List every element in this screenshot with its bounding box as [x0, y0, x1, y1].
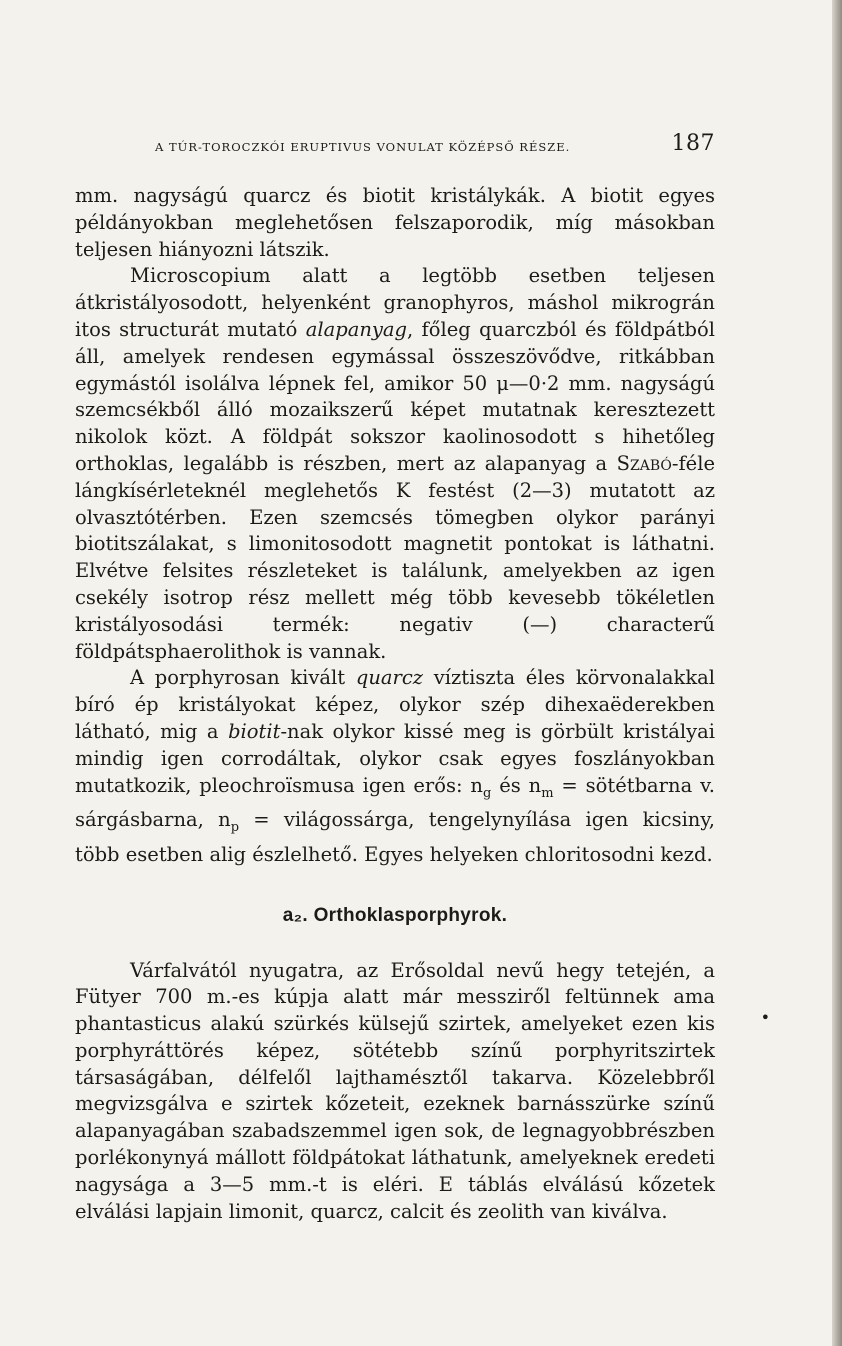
page-edge-shadow — [832, 0, 842, 1346]
author-name-szabo: Szabó — [616, 451, 672, 475]
subscript-g: g — [482, 785, 492, 801]
subscript-p: p — [230, 820, 240, 836]
italic-term-quarcz: quarcz — [355, 666, 424, 690]
paragraph-3-segment-3: -nak olykor kissé meg is görbült kristályai mindig igen corrodáltak, olykor csak egyes foszlányokban mutatkozik, pleochroïsmusa igen erős: n — [75, 719, 715, 797]
italic-term-biotit: biotit — [228, 719, 281, 743]
paragraph-varfalva — [75, 958, 715, 1226]
margin-bullet-mark: • — [760, 1008, 770, 1027]
paragraph-3-segment-6: = világossárga, tengelynyílása igen kicsiny, több esetben alig észlelhető. Egyes helyeken chloritosodni kezd. — [75, 808, 715, 866]
paragraph-microscopium — [75, 263, 715, 665]
paragraph-4-text: Várfalvától nyugatra, az Erősoldal nevű hegy tetején, a Fütyer 700 m.-es kúpja alatt már messziről feltünnek ama phantasticus alakú szürkés külsejű szirtek, amelyeket ezen kis porphyráttörés képez, sötétebb színű porphyritszirtek társaságában, délfelől lajthamésztől takarva. Közelebbről megvizsgálva e szirtek kőzeteit, ezeknek barnásszürke színű alapanyagában szabadszemmel igen sok, de legnagyobbrészben porlékonynyá mállott földpátokat láthatunk, amelyeknek eredeti nagysága a 3—5 mm.-t is eléri. E táblás elválású kőzetek elválási lapjain limonit, quarcz, calcit és zeolith van kiválva. — [75, 958, 715, 1223]
paragraph-3-segment-4: és n — [491, 773, 542, 797]
paragraph-2-segment-2: , főleg quarczból és földpátból áll, amelyek rendesen egymással összeszövődve, ritkábban egymástól isolálva lépnek fel, amikor 50 μ—0·2 mm. nagyságú szemcsékből álló mozaikszerű képet mutatnak keresztezett nikolok közt. A földpát sokszor kaolinosodott s hihetőleg orthoklas, legalább is részben, mert az alapanyag a — [75, 317, 715, 475]
paragraph-3-segment-5: = sötétbarna v. sárgásbarna, n — [75, 773, 715, 832]
subscript-m: m — [541, 785, 554, 801]
paragraph-3-segment-1: A porphyrosan kivált — [130, 666, 356, 690]
document-page — [75, 128, 715, 1225]
paragraph-continuation — [75, 183, 715, 263]
running-header — [75, 128, 715, 168]
main-text — [75, 183, 715, 1225]
paragraph-porphyrosan — [75, 665, 715, 868]
header-title: A TÚR-TOROCZKÓI ERUPTIVUS VONULAT KÖZÉPSŐ RÉSZE. — [155, 140, 571, 154]
page-number: 187 — [671, 131, 715, 156]
paragraph-2-segment-1: Microscopium alatt a legtöbb esetben teljesen átkristályosodott, helyenként granophyros, máshol mikrográn itos structurát mutató — [75, 264, 715, 341]
paragraph-1-text: mm. nagyságú quarcz és biotit kristálykák. A biotit egyes példányokban meglehetősen felszaporodik, míg másokban teljesen hiányozni látszik. — [75, 184, 715, 261]
italic-term-alapanyag: alapanyag — [305, 317, 407, 341]
paragraph-2-segment-3: -féle lángkísérleteknél meglehetős K festést (2—3) mutatott az olvasztótérben. Ezen szemcsés tömegben olykor parányi biotitszálakat, s limonitosodott magnetit pontokat is láthatni. Elvétve felsites részleteket is találunk, amelyekben az igen csekély isotrop rész mellett még több kevesebb tökéletlen kristályosodási termék: negativ (—) characterű földpátsphaerolithok is vannak. — [75, 451, 715, 663]
paragraph-3-segment-2: víztiszta éles körvonalakkal bíró ép kristályokat képez, olykor szép dihexaëderekben látható, mig a — [75, 666, 715, 743]
section-title: a₂. Orthoklasporphyrok. — [282, 904, 508, 926]
